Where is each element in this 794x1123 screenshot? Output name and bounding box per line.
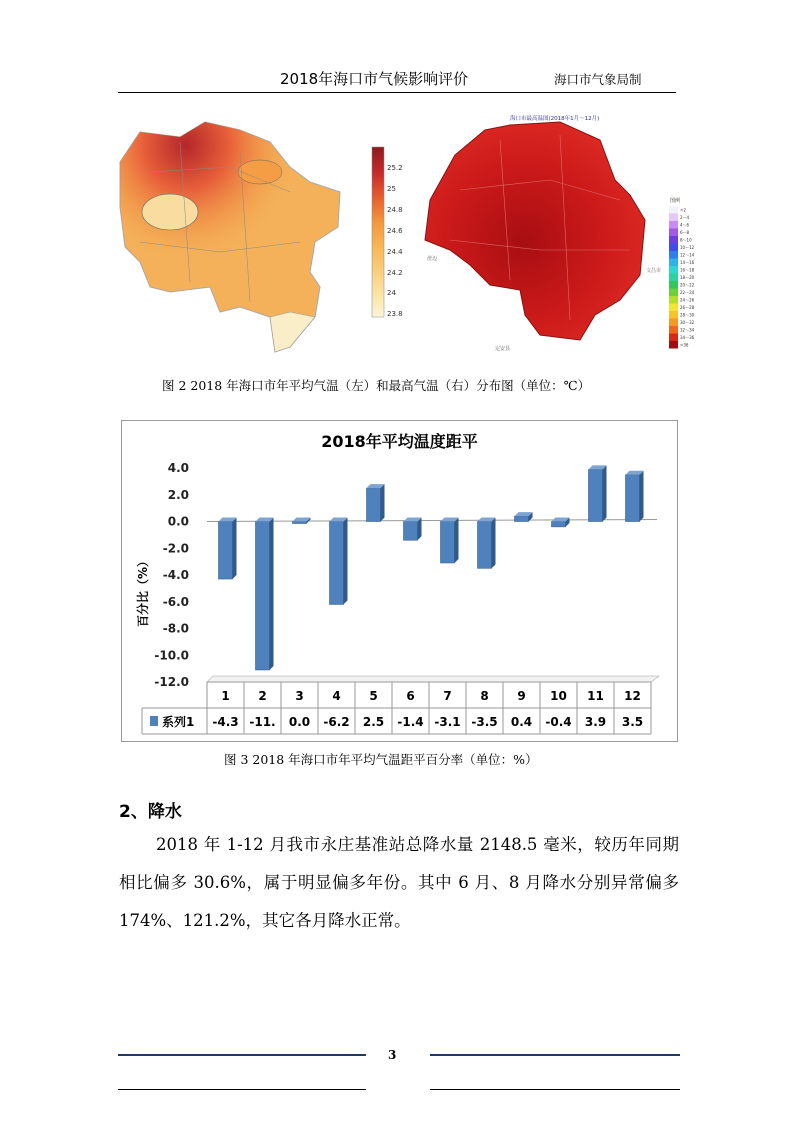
right-legend-label: <2 xyxy=(680,207,686,213)
left-legend-tick: 24.6 xyxy=(387,227,403,235)
bar-8 xyxy=(478,518,496,569)
data-label: 0.4 xyxy=(510,715,533,729)
footer-divider xyxy=(118,1089,366,1090)
right-legend-swatch xyxy=(669,341,678,349)
left-legend-tick: 23.8 xyxy=(387,310,403,318)
page-number: 3 xyxy=(388,1048,397,1062)
y-tick-label: -6.0 xyxy=(162,594,189,609)
right-legend-label: 4～6 xyxy=(680,222,690,228)
right-legend-swatch xyxy=(669,221,678,229)
side-label-chengmai: 澄迈 xyxy=(427,256,438,262)
right-legend-label: 14～16 xyxy=(680,260,695,265)
y-tick-label: 0.0 xyxy=(167,514,189,529)
footer-divider xyxy=(430,1089,680,1090)
bar-11 xyxy=(589,465,607,521)
data-label: -6.2 xyxy=(323,715,350,729)
bar-1 xyxy=(219,518,237,580)
y-tick-label: -2.0 xyxy=(162,541,189,556)
x-category-label: 5 xyxy=(369,689,378,703)
bar-front xyxy=(219,522,233,580)
right-legend-label: 10～12 xyxy=(680,245,695,250)
y-tick-label: -8.0 xyxy=(162,621,189,636)
x-category-label: 4 xyxy=(332,689,341,703)
document-title: 2018年海口市气候影响评价 xyxy=(280,70,469,88)
data-label: -4.3 xyxy=(212,715,239,729)
right-legend-swatch xyxy=(669,266,678,274)
x-category-label: 2 xyxy=(258,689,267,703)
right-legend-label: 26～28 xyxy=(680,305,695,310)
right-legend-label: 30～32 xyxy=(680,320,695,325)
data-label: 0.0 xyxy=(288,715,311,729)
y-tick-label: -12.0 xyxy=(154,675,189,689)
page-header xyxy=(118,64,676,93)
right-legend-swatch xyxy=(669,289,678,297)
right-legend-label: >36 xyxy=(680,342,689,348)
right-legend-swatch xyxy=(669,274,678,282)
bar-front xyxy=(515,516,529,521)
bar-side xyxy=(381,484,385,521)
bar-front xyxy=(367,488,381,521)
bar-side xyxy=(270,518,274,670)
mean-temperature-map xyxy=(110,112,410,362)
right-legend-label: 28～30 xyxy=(680,312,695,318)
right-legend-swatch xyxy=(669,311,678,319)
x-category-label: 11 xyxy=(587,689,604,703)
x-category-label: 10 xyxy=(550,689,567,703)
temperature-anomaly-chart xyxy=(121,420,678,742)
left-legend-tick: 24 xyxy=(387,289,396,297)
bar-9 xyxy=(515,512,533,521)
right-legend-label: 12～14 xyxy=(680,252,695,258)
y-axis-label: 百分比（%） xyxy=(136,554,150,628)
max-temperature-map xyxy=(410,100,695,362)
bar-front xyxy=(404,522,418,541)
legend-swatch xyxy=(150,716,158,726)
side-label-dingan: 定安县 xyxy=(495,346,511,352)
section-title: 2、降水 xyxy=(119,802,182,822)
right-legend-label: 34～36 xyxy=(680,335,695,340)
bar-10 xyxy=(552,518,570,527)
right-legend-label: 8～10 xyxy=(680,237,692,243)
right-map-title: 海口市最高温图(2018年1月～12月) xyxy=(510,116,600,122)
data-label: 2.5 xyxy=(362,715,385,729)
bar-3 xyxy=(293,518,311,524)
right-legend-swatch xyxy=(669,251,678,259)
right-legend-swatch xyxy=(669,326,678,334)
chart-floor xyxy=(207,676,659,682)
left-legend-tick: 24.4 xyxy=(387,248,403,256)
right-legend-swatch xyxy=(669,259,678,267)
side-label-wenchang: 文昌市 xyxy=(646,268,662,274)
right-legend-title: 图例 xyxy=(670,198,681,204)
bar-front xyxy=(330,522,344,605)
data-label: -3.1 xyxy=(434,715,461,729)
x-category-label: 12 xyxy=(624,689,641,703)
left-legend-ticks xyxy=(387,164,403,318)
right-legend-swatch xyxy=(669,214,678,222)
right-legend-label: 32～34 xyxy=(680,327,695,333)
right-legend-label: 18～20 xyxy=(680,275,695,280)
data-label: -1.4 xyxy=(397,715,424,729)
footer-divider xyxy=(430,1054,680,1056)
x-category-label: 9 xyxy=(517,689,526,703)
left-legend-tick: 24.8 xyxy=(387,206,403,214)
bar-front xyxy=(589,469,603,521)
x-category-label: 1 xyxy=(221,689,230,703)
y-tick-label: -4.0 xyxy=(162,568,189,582)
right-legend-swatch xyxy=(669,304,678,312)
footer-divider xyxy=(118,1054,366,1056)
bar-front xyxy=(441,522,455,563)
data-label: 3.9 xyxy=(584,715,607,729)
data-label: 3.5 xyxy=(621,715,644,729)
bar-side xyxy=(640,471,644,522)
bar-front xyxy=(626,475,640,522)
right-legend-swatch xyxy=(669,319,678,327)
bar-side xyxy=(344,518,348,605)
x-category-label: 8 xyxy=(480,689,489,703)
data-table xyxy=(142,682,651,734)
right-legend-swatch xyxy=(669,236,678,244)
chart-title: 2018年平均温度距平 xyxy=(321,432,478,451)
left-legend-tick: 25 xyxy=(387,185,396,193)
right-legend-label: 2～4 xyxy=(680,215,690,220)
y-axis xyxy=(154,461,189,689)
right-legend-swatch xyxy=(669,244,678,252)
right-legend xyxy=(669,206,695,349)
right-legend-label: 22～24 xyxy=(680,290,695,295)
bar-2 xyxy=(256,518,274,670)
right-legend-swatch xyxy=(669,229,678,237)
right-legend-swatch xyxy=(669,281,678,289)
right-legend-swatch xyxy=(669,334,678,342)
bar-side xyxy=(492,518,496,569)
bar-5 xyxy=(367,484,385,521)
left-legend-bar xyxy=(372,147,384,317)
figure3-caption: 图 3 2018 年海口市年平均气温距平百分率（单位：%） xyxy=(224,752,538,767)
bar-side xyxy=(418,518,422,541)
right-legend-swatch xyxy=(669,296,678,304)
y-tick-label: 2.0 xyxy=(167,487,189,502)
data-label: -3.5 xyxy=(471,715,498,729)
right-legend-swatch xyxy=(669,206,678,214)
figure2-caption: 图 2 2018 年海口市年平均气温（左）和最高气温（右）分布图（单位：℃） xyxy=(162,378,591,393)
bar-front xyxy=(478,522,492,569)
bar-12 xyxy=(626,471,644,522)
right-legend-label: 20～22 xyxy=(680,282,695,288)
bar-4 xyxy=(330,518,348,605)
chart-svg xyxy=(122,421,677,741)
organization-name: 海口市气象局制 xyxy=(554,72,642,87)
right-legend-label: 24～26 xyxy=(680,297,695,303)
y-tick-label: -10.0 xyxy=(154,648,189,663)
left-legend-tick: 25.2 xyxy=(387,164,403,172)
x-category-label: 6 xyxy=(406,689,415,703)
bar-side xyxy=(603,465,607,521)
bar-6 xyxy=(404,518,422,541)
right-legend-label: 6～8 xyxy=(680,230,690,235)
bar-front xyxy=(256,522,270,670)
data-label: -11. xyxy=(249,715,276,729)
bar-front xyxy=(293,522,307,524)
y-tick-label: 4.0 xyxy=(167,461,189,475)
precipitation-paragraph: 2018 年 1-12 月我市永庄基准站总降水量 2148.5 毫米，较历年同期相比偏多 30.6%，属于明显偏多年份。其中 6 月、8 月降水分别异常偏多 174%、121.2%，其它各月降水正常。 xyxy=(119,835,679,930)
x-category-label: 7 xyxy=(443,689,452,703)
bar-7 xyxy=(441,518,459,563)
data-label: -0.4 xyxy=(545,715,572,729)
legend-series-name: 系列1 xyxy=(162,715,195,729)
right-legend-label: 16～18 xyxy=(680,267,695,273)
x-category-label: 3 xyxy=(295,689,304,703)
left-legend-tick: 24.2 xyxy=(387,269,403,277)
bar-side xyxy=(233,518,237,580)
bar-front xyxy=(552,522,566,527)
bar-side xyxy=(455,518,459,563)
